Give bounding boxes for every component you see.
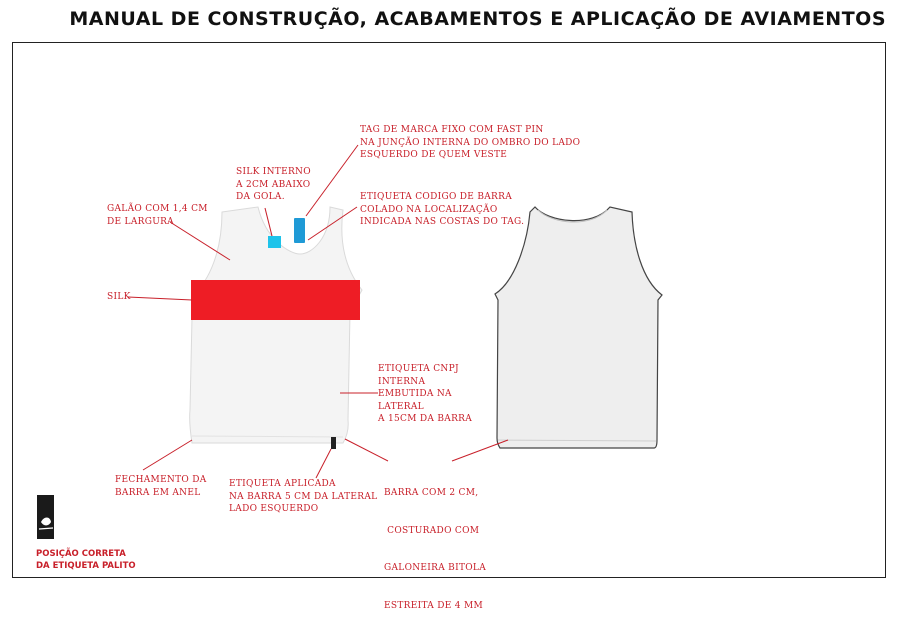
silk-print-block — [191, 280, 360, 320]
note-silk-interno: SILK INTERNO A 2CM ABAIXO DA GOLA. — [236, 167, 311, 202]
back-tank-top — [495, 207, 662, 448]
silk-interno-marker — [268, 236, 281, 248]
note-silk: SILK — [107, 292, 131, 302]
note-etiqueta-codigo: ETIQUETA CODIGO DE BARRA COLADO NA LOCALIZAÇÃO INDICADA NAS COSTAS DO TAG. — [360, 192, 525, 227]
palito-label-illustration — [37, 495, 54, 539]
note-fechamento: FECHAMENTO DA BARRA EM ANEL — [115, 475, 207, 498]
note-tag-marca: TAG DE MARCA FIXO COM FAST PIN NA JUNÇÃO INTERNA DO OMBRO DO LADO ESQUERDO DE QUEM VESTE — [360, 125, 581, 160]
note-galao: GALÃO COM 1,4 CM DE LARGURA — [107, 204, 208, 227]
palito-caption: POSIÇÃO CORRETA DA ETIQUETA PALITO — [36, 549, 136, 571]
palito-label-on-hem — [331, 437, 336, 449]
note-etiqueta-aplicada: ETIQUETA APLICADA NA BARRA 5 CM DA LATERAL LADO ESQUERDO — [229, 479, 378, 514]
page-title: MANUAL DE CONSTRUÇÃO, ACABAMENTOS E APLICAÇÃO DE AVIAMENTOS — [69, 8, 886, 30]
note-barra: BARRA COM 2 CM, COSTURADO COM GALONEIRA BITOLA ESTREITA DE 4 MM — [384, 488, 487, 611]
note-etiqueta-cnpj: ETIQUETA CNPJ INTERNA EMBUTIDA NA LATERAL A 15CM DA BARRA — [378, 364, 473, 424]
brand-tag-marker — [294, 218, 305, 243]
